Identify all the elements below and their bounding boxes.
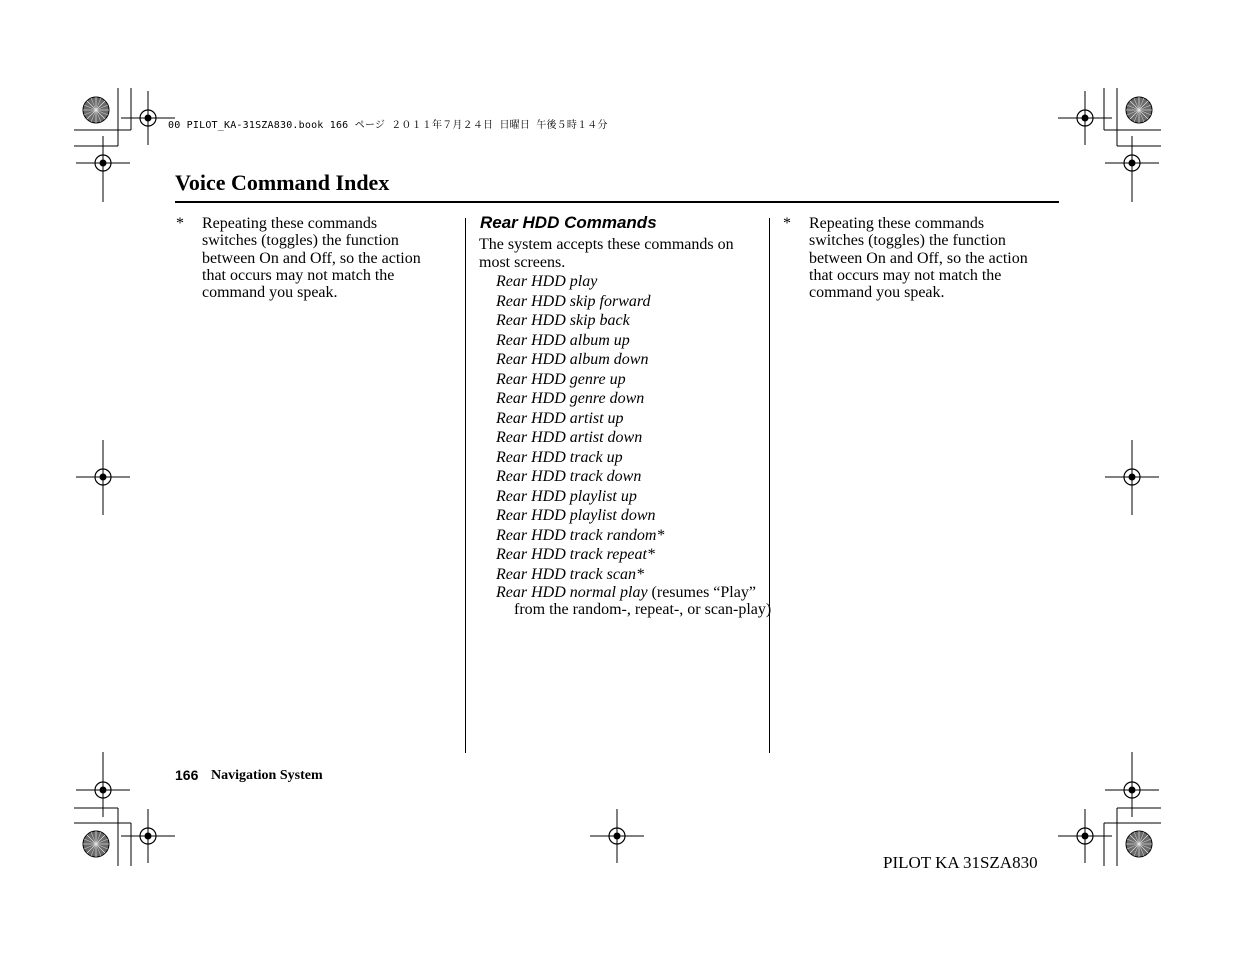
command-normal-play (496, 584, 776, 619)
command-description: (resumes “Play” from the random-, repeat-, or scan-play) (514, 584, 772, 619)
command-item: Rear HDD track scan* (496, 565, 644, 583)
footnote-text: Repeating these commands switches (toggles) the function between On and Off, so the action that occurs may not match the command you speak. (202, 215, 421, 302)
command-item: Rear HDD skip back (496, 312, 630, 329)
footnote-text: Repeating these commands switches (toggles) the function between On and Off, so the action that occurs may not match the command you speak. (809, 215, 1028, 302)
footnote-right (783, 215, 1043, 301)
command-item: Rear HDD playlist up (496, 487, 637, 505)
command-item: Rear HDD album up (496, 331, 630, 349)
footnote-left (176, 215, 436, 301)
page-number: 166 (175, 767, 199, 783)
command-item: Rear HDD play (496, 273, 598, 290)
command-item: Rear HDD track random* (496, 526, 665, 544)
command-item: Rear HDD genre down (496, 390, 645, 407)
section-intro: The system accepts these commands on most screens. (479, 236, 734, 271)
command-item: Rear HDD skip forward (496, 292, 651, 310)
title-divider (175, 201, 1059, 203)
command-item: Rear HDD track down (496, 468, 642, 485)
command-item: Rear HDD artist up (496, 409, 624, 427)
command-item: Rear HDD track up (496, 448, 623, 466)
command-item: Rear HDD genre up (496, 370, 626, 388)
document-code: PILOT KA 31SZA830 (883, 853, 1038, 872)
footer-section-label: Navigation System (211, 768, 323, 783)
column-divider-left (465, 218, 466, 753)
book-meta-line: 00 PILOT_KA-31SZA830.book 166 ページ ２０１１年７月２４日 日曜日 午後５時１４分 (168, 120, 608, 131)
column-divider-right (769, 218, 770, 753)
command-item: Rear HDD artist down (496, 429, 643, 446)
command-item: Rear HDD playlist down (496, 507, 656, 524)
command-list (496, 272, 758, 584)
section-heading: Rear HDD Commands (480, 213, 657, 232)
page-title: Voice Command Index (175, 170, 390, 195)
command-item: Rear HDD album down (496, 351, 649, 368)
footnote-star: * (176, 215, 184, 232)
command-item: Rear HDD track repeat* (496, 546, 655, 563)
command-text: Rear HDD normal play (496, 584, 648, 601)
footnote-star: * (783, 215, 791, 232)
